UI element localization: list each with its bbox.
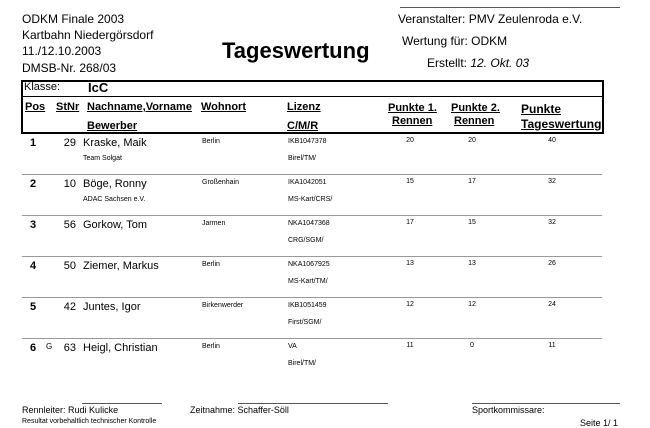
zeitnahme: [190, 405, 289, 415]
col-total-top: Punkte: [521, 102, 562, 116]
col-lizenz: Lizenz: [287, 101, 321, 113]
row-name: Böge, Ronny: [83, 178, 147, 190]
col-stnr: StNr: [56, 101, 80, 113]
row-wohnort: Berlin: [202, 343, 220, 350]
row-name: Kraske, Maik: [83, 137, 147, 149]
zeitnahme-name: Schaffer-Söll: [237, 405, 289, 415]
row-points-1: 17: [406, 219, 414, 226]
col-pos: Pos: [25, 101, 46, 113]
row-points-2: 12: [468, 301, 476, 308]
row-name: Gorkow, Tom: [83, 219, 147, 231]
row-stnr: 63: [63, 342, 76, 354]
row-team: Team Solgat: [83, 155, 122, 162]
table-row: [22, 339, 602, 380]
row-lizenz: NKA1047368: [288, 220, 330, 227]
result-note: Resultat vorbehaltlich technischer Kontrolle: [22, 418, 157, 425]
row-points-1: 12: [406, 301, 414, 308]
row-points-total: 40: [548, 137, 556, 144]
row-cmr: Birel/TM/: [288, 360, 316, 367]
row-cmr: MS-Kart/CRS/: [288, 196, 333, 203]
row-wohnort: Jarmen: [202, 220, 226, 227]
table-row: [22, 134, 602, 175]
col-bewerber: Bewerber: [87, 120, 138, 132]
table-row: [22, 175, 602, 216]
row-team: ADAC Sachsen e.V.: [83, 196, 146, 203]
zeitnahme-label: Zeitnahme:: [190, 405, 236, 415]
created-date: 12. Okt. 03: [470, 56, 530, 70]
row-points-2: 0: [470, 342, 474, 349]
row-cmr: First/SGM/: [288, 319, 322, 326]
row-wohnort: Großenhain: [202, 179, 239, 186]
row-points-total: 26: [548, 260, 556, 267]
row-points-1: 15: [406, 178, 414, 185]
table-row: [22, 257, 602, 298]
col-wohnort: Wohnort: [201, 101, 247, 113]
class-divider: [23, 96, 602, 97]
row-pos: 1: [30, 137, 37, 149]
row-stnr: 50: [63, 260, 76, 272]
row-points-2: 17: [468, 178, 476, 185]
row-wohnort: Berlin: [202, 261, 220, 268]
row-points-total: 32: [548, 219, 556, 226]
row-points-1: 13: [406, 260, 414, 267]
col-p2-bottom: Rennen: [454, 115, 495, 127]
top-rule: [400, 7, 620, 8]
row-cmr: MS-Kart/TM/: [288, 278, 328, 285]
col-p2-top: Punkte 2.: [451, 102, 500, 114]
table-row: [22, 298, 602, 339]
sport-signature-line: [472, 403, 620, 404]
row-pos: 3: [30, 219, 37, 231]
row-stnr: 29: [63, 137, 76, 149]
dmsb-number: DMSB-Nr. 268/03: [22, 61, 117, 75]
class-label: Klasse:: [24, 81, 61, 93]
row-stnr: 56: [63, 219, 76, 231]
col-total-bottom: Tageswertung: [521, 117, 602, 131]
row-pos: 6: [30, 342, 37, 354]
row-points-1: 20: [406, 137, 414, 144]
row-cmr: Birel/TM/: [288, 155, 316, 162]
rennleiter: [22, 405, 118, 415]
row-lizenz: IKB1047378: [288, 138, 327, 145]
table-row: [22, 216, 602, 257]
venue: Kartbahn Niedergörsdorf: [22, 28, 154, 42]
created-label: Erstellt:: [427, 56, 468, 70]
row-name: Juntes, Igor: [83, 301, 141, 313]
row-points-total: 24: [548, 301, 556, 308]
created: [427, 56, 529, 70]
rennleiter-label: Rennleiter:: [22, 405, 66, 415]
row-points-2: 20: [468, 137, 476, 144]
row-name: Heigl, Christian: [83, 342, 158, 354]
event-date: 11./12.10.2003: [22, 44, 102, 58]
col-p1-top: Punkte 1.: [388, 102, 437, 114]
event-name: ODKM Finale 2003: [22, 12, 125, 26]
page-number: Seite 1/ 1: [580, 418, 619, 428]
row-cmr: CRG/SGM/: [288, 237, 324, 244]
col-name: Nachname,Vorname: [87, 101, 192, 113]
row-stnr: 10: [63, 178, 76, 190]
col-p1-bottom: Rennen: [392, 115, 433, 127]
rennleiter-name: Rudi Kulicke: [68, 405, 119, 415]
row-stnr: 42: [63, 301, 76, 313]
row-lizenz: NKA1067925: [288, 261, 330, 268]
col-cmr: C/M/R: [287, 120, 319, 132]
row-points-1: 11: [406, 342, 414, 349]
row-lizenz: VA: [288, 343, 297, 350]
row-points-total: 32: [548, 178, 556, 185]
row-flag: G: [46, 342, 53, 351]
row-points-total: 11: [548, 342, 556, 349]
class-value: IcC: [88, 80, 109, 95]
row-points-2: 13: [468, 260, 476, 267]
row-wohnort: Berlin: [202, 138, 220, 145]
row-pos: 5: [30, 301, 37, 313]
zeitnahme-signature-line: [238, 403, 388, 404]
sport-label: Sportkommissare:: [472, 405, 545, 415]
valid-for: Wertung für: ODKM: [402, 34, 508, 48]
row-lizenz: IKB1051459: [288, 302, 327, 309]
row-points-2: 15: [468, 219, 476, 226]
row-name: Ziemer, Markus: [83, 260, 159, 272]
organizer: Veranstalter: PMV Zeulenroda e.V.: [398, 12, 583, 26]
row-pos: 4: [30, 260, 37, 272]
row-lizenz: IKA1042051: [288, 179, 327, 186]
row-pos: 2: [30, 178, 37, 190]
rennleiter-signature-line: [82, 403, 162, 404]
row-wohnort: Birkenwerder: [202, 302, 244, 309]
page-title: Tageswertung: [222, 38, 370, 63]
